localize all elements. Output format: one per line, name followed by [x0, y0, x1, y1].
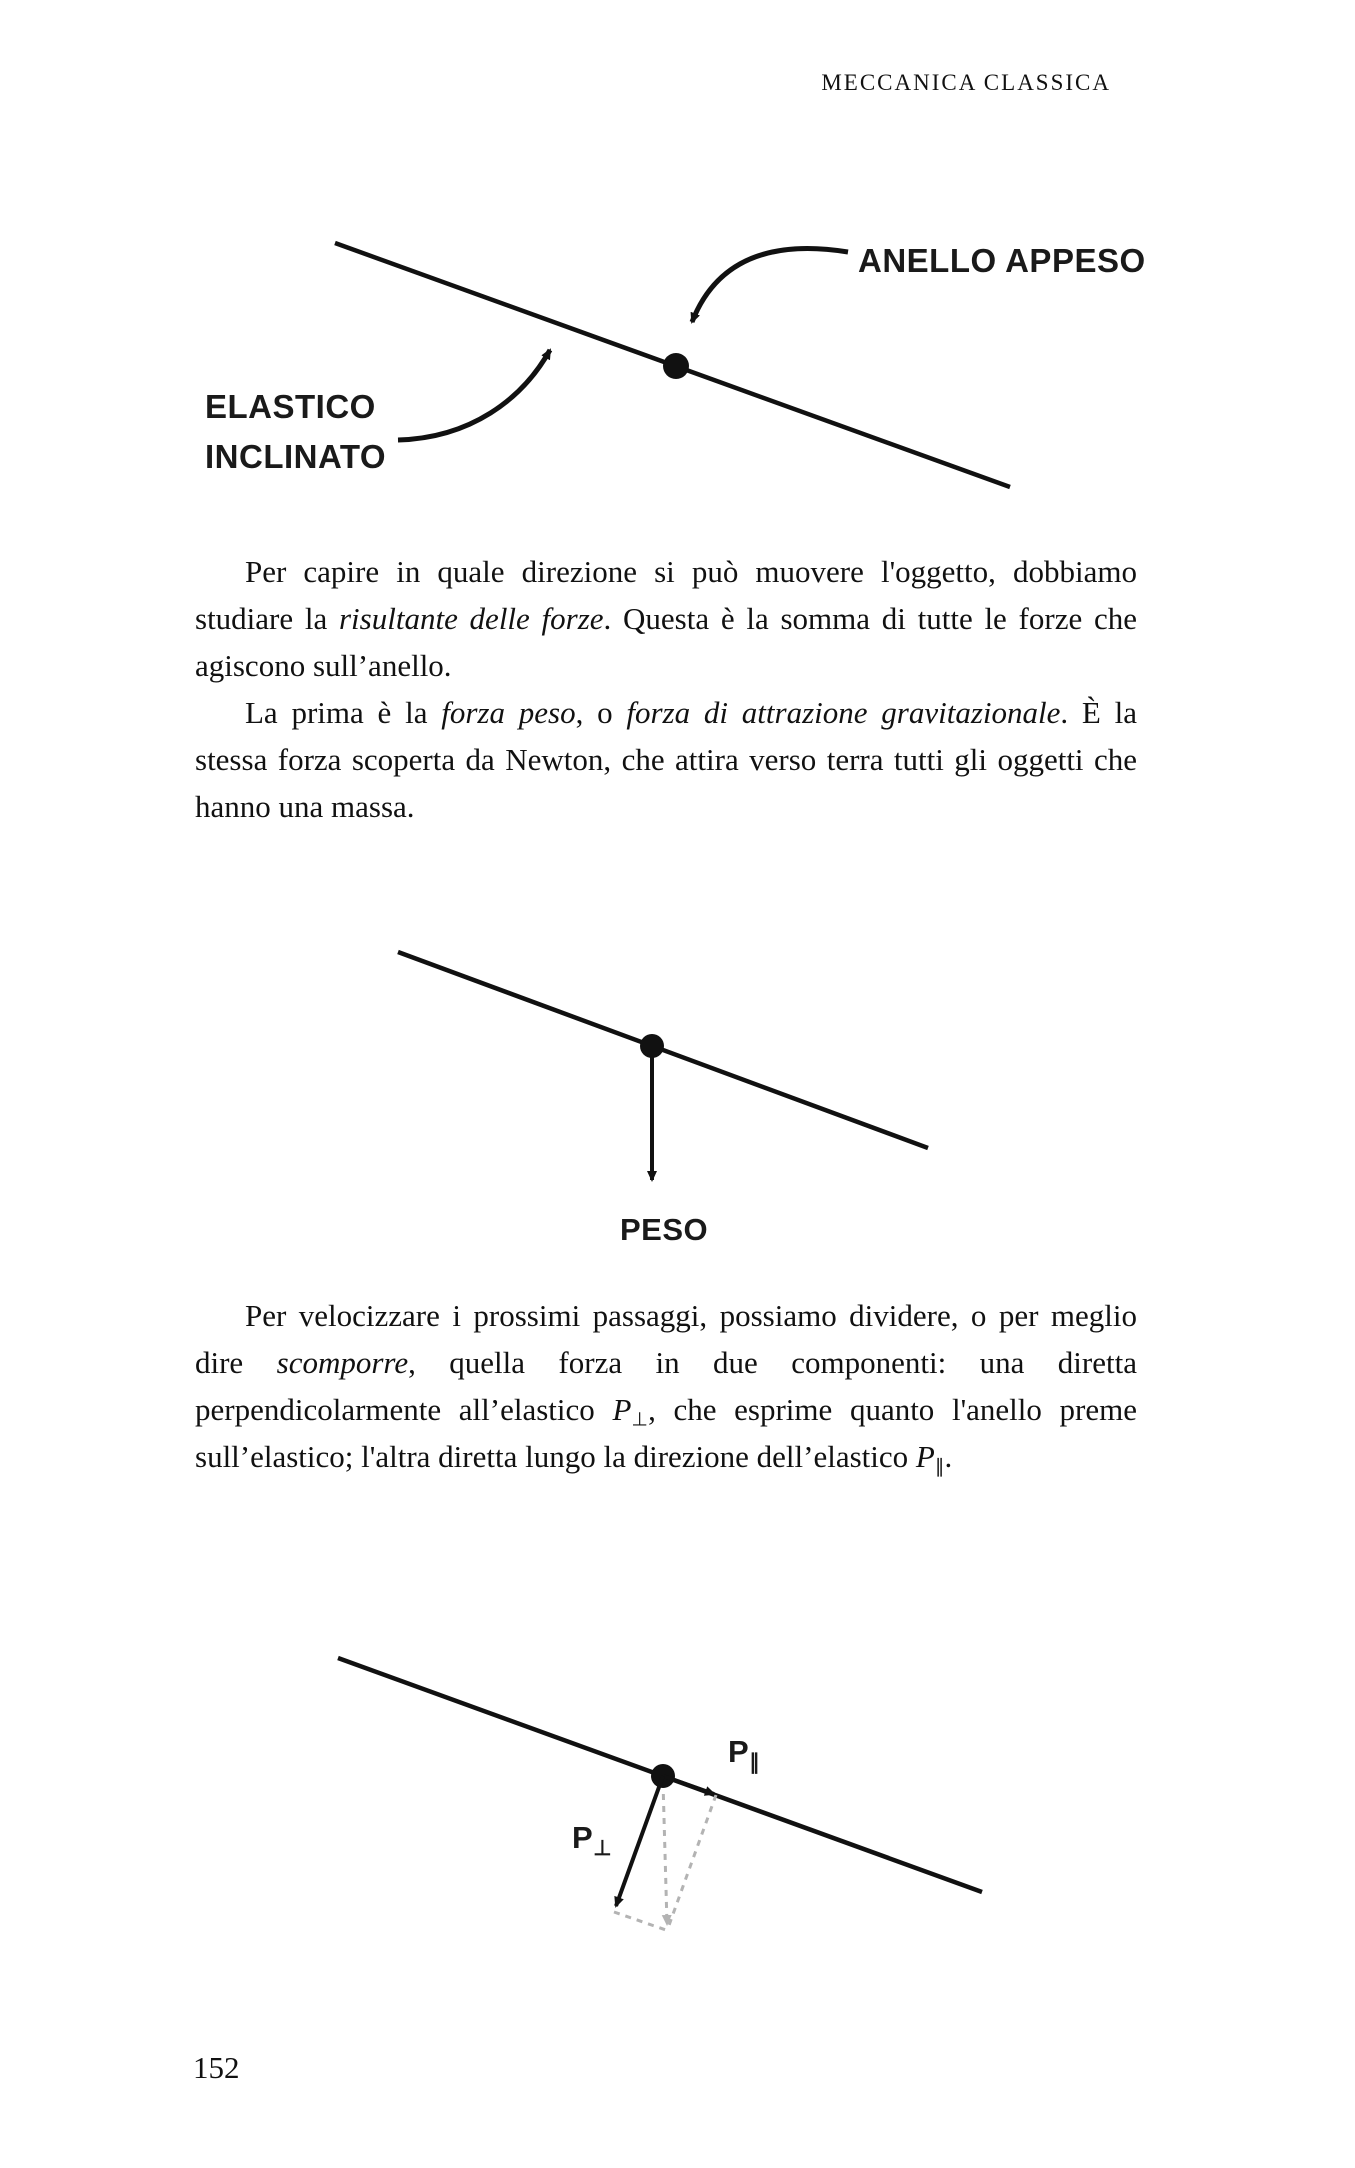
p-parallel-subscript: ∥ — [934, 1456, 945, 1478]
paragraph-block-1 — [195, 548, 1137, 830]
p-perp-subscript: ⊥ — [631, 1409, 649, 1431]
paragraph-block-2 — [195, 1292, 1137, 1480]
dashed-parallelogram-side-2 — [614, 1912, 666, 1930]
paragraph-1 — [195, 548, 1137, 689]
para1-italic: risultante delle forze — [338, 601, 604, 636]
label-elastic-line1: ELASTICO — [205, 388, 376, 425]
diagram-inclined-elastic — [150, 150, 1160, 540]
label-weight: PESO — [620, 1212, 709, 1247]
para2-text-end: . È la stessa forza scoperta da Newton, che attira verso terra tutti gli oggetti che hanno una massa. — [195, 695, 1137, 824]
label-ring: ANELLO APPESO — [858, 242, 1146, 279]
label-p-perp-main: P — [572, 1820, 594, 1855]
paragraph-2 — [195, 689, 1137, 830]
ring-dot — [663, 353, 689, 379]
diagram-weight — [300, 930, 1050, 1270]
label-p-parallel-main: P — [728, 1734, 750, 1769]
label-p-parallel — [728, 1734, 760, 1774]
para3-italic-1: scomporre — [276, 1345, 409, 1380]
perpendicular-component-arrow — [616, 1776, 663, 1906]
para3-text-mid1: , quella forza in due componenti: una diretta perpendicolarmente all’elastico — [195, 1345, 1137, 1427]
dashed-parallelogram-side-1 — [668, 1795, 716, 1928]
label-p-perp-sub: ⊥ — [593, 1837, 612, 1860]
dashed-resultant-weight-arrow — [663, 1782, 667, 1924]
para3-text-mid2: , che esprime quanto l'anello preme sull’elastico; l'altra diretta lungo la direzione dell’elastico — [195, 1392, 1137, 1474]
diagram-force-decomposition — [250, 1640, 1070, 1990]
p-perp-symbol: P — [612, 1392, 632, 1427]
paragraph-3 — [195, 1292, 1137, 1480]
para2-text-mid: , o — [575, 695, 627, 730]
running-header: MECCANICA CLASSICA — [821, 70, 1111, 95]
label-elastic-line2: INCLINATO — [205, 438, 387, 475]
p-parallel-symbol: P — [915, 1439, 935, 1474]
para3-text: Per velocizzare i prossimi passaggi, possiamo dividere, o per meglio dire — [195, 1298, 1137, 1380]
para2-italic-2: forza di attrazione gravitazionale — [626, 695, 1061, 730]
page-number: 152 — [193, 2050, 240, 2085]
pointer-arrow-to-ring — [692, 249, 848, 322]
para2-italic-1: forza peso — [441, 695, 576, 730]
pointer-arrow-to-elastic — [398, 350, 550, 440]
label-p-parallel-sub: ∥ — [749, 1751, 761, 1774]
para3-text-end: . — [944, 1439, 953, 1474]
para2-text: La prima è la — [245, 695, 442, 730]
para1-text: Per capire in quale direzione si può muovere l'oggetto, dobbiamo studiare la — [195, 554, 1137, 636]
para1-text-end: . Questa è la somma di tutte le forze che agiscono sull’anello. — [195, 601, 1137, 683]
label-p-perp — [572, 1820, 612, 1860]
